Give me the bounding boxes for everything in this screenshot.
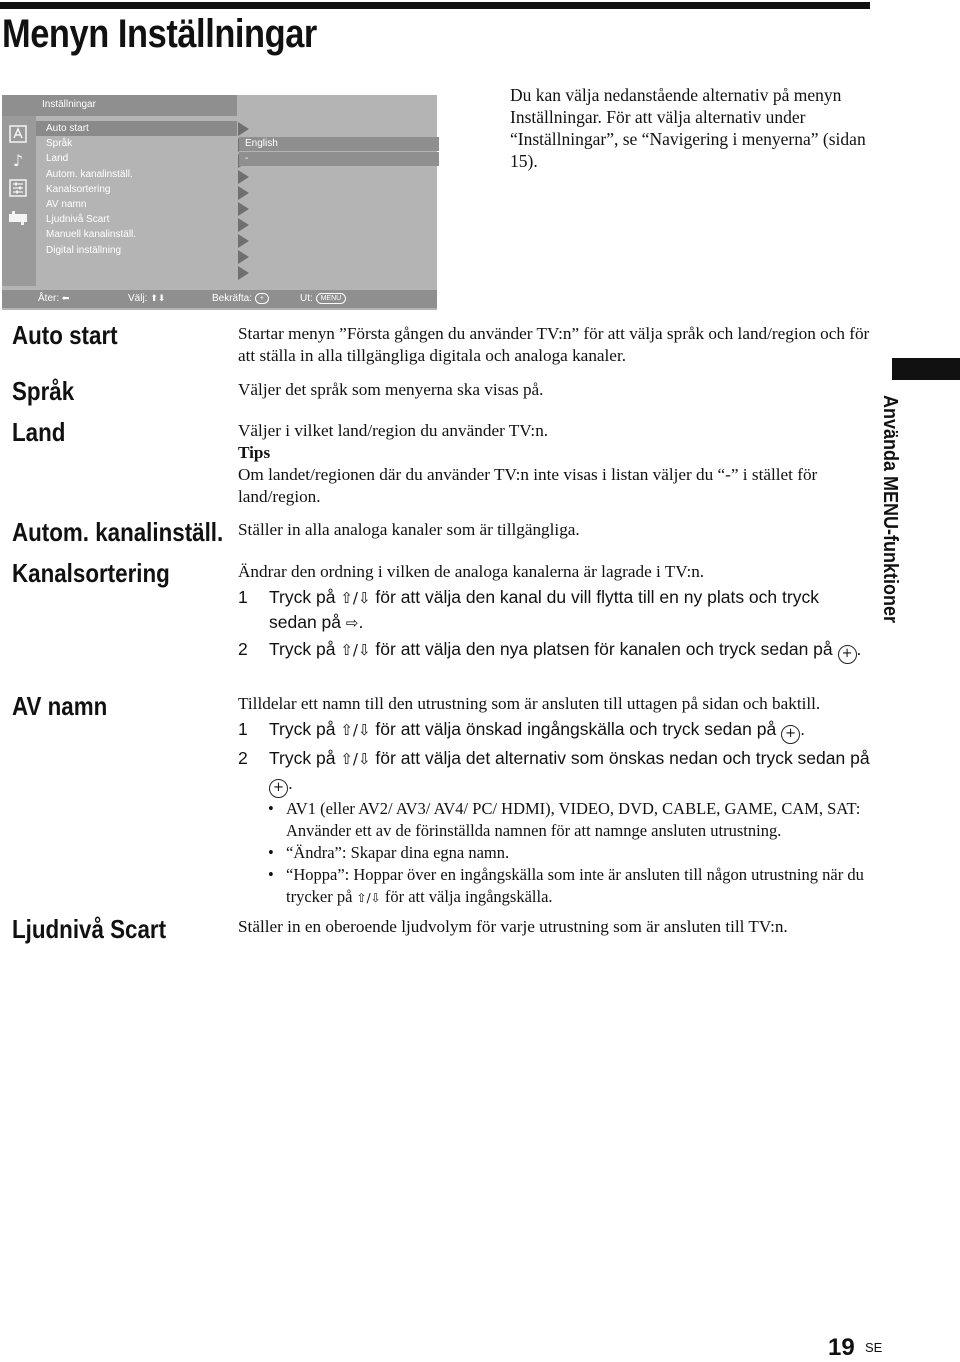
menu-item[interactable]: Auto start: [36, 121, 237, 136]
step-text: för att välja önskad ingångskälla och tryck sedan på: [375, 719, 777, 739]
equalizer-icon[interactable]: [8, 178, 28, 198]
menu-header-label: Inställningar: [42, 99, 96, 110]
confirm-circle-icon: +: [838, 645, 857, 664]
side-tab-marker: [892, 358, 960, 380]
desc-sprak-text: Väljer det språk som menyerna ska visas på.: [238, 380, 544, 399]
intro-text: Du kan välja nedanstående alternativ på menyn Inställningar. För att välja alternativ under “Inställningar”, se “Navigering i menyerna” (sidan 15).: [510, 85, 866, 171]
term-ljudniva-scart: Ljudnivå Scart: [12, 914, 167, 944]
desc-autom: [238, 519, 870, 541]
menu-item[interactable]: Land: [46, 153, 69, 165]
step-number: 1: [238, 719, 248, 739]
step-text: Tryck på: [269, 748, 336, 768]
menu-item[interactable]: Manuell kanalinställ.: [46, 229, 137, 241]
desc-autom-text: Ställer in alla analoga kanaler som är tillgängliga.: [238, 520, 580, 539]
desc-kanalsortering: [238, 561, 870, 664]
menu-item[interactable]: AV namn: [46, 198, 87, 210]
step-number: 2: [238, 748, 248, 768]
confirm-circle-icon: +: [781, 725, 800, 744]
up-down-outline-arrow-icon: ⇧/⇩: [340, 641, 371, 659]
confirm-button-icon: +: [255, 293, 269, 304]
av-bullet-3: [238, 864, 870, 909]
up-down-outline-arrow-icon: ⇧/⇩: [340, 750, 371, 768]
settings-menu-screen: [2, 95, 437, 310]
desc-av-namn-text: Tilldelar ett namn till den utrustning som är ansluten till uttagen på sidan och baktill.: [238, 694, 821, 713]
up-down-outline-arrow-icon: ⇧/⇩: [340, 589, 371, 607]
tips-heading: Tips: [238, 443, 271, 462]
step-text: Tryck på: [269, 639, 336, 659]
menu-item[interactable]: Språk: [46, 138, 73, 150]
menu-item[interactable]: Autom. kanalinställ.: [46, 168, 133, 180]
menu-key-label: MENU: [316, 293, 347, 304]
tips-text: Om landet/regionen där du använder TV:n inte visas i listan väljer du “-” i stället för land/region.: [238, 465, 818, 506]
desc-ljudniva-text: Ställer in en oberoende ljudvolym för varje utrustning som är ansluten till TV:n.: [238, 917, 788, 936]
desc-auto-start: [238, 323, 870, 367]
desc-av-namn: [238, 693, 870, 909]
arrow-right-icon[interactable]: [238, 202, 249, 216]
av-bullet-1: • AV1 (eller AV2/ AV3/ AV4/ PC/ HDMI), VIDEO, DVD, CABLE, GAME, CAM, SAT: Använder ett av de förinställda namnen för att namnge ansluten utrustning.: [238, 798, 870, 842]
term-av-namn: AV namn: [12, 691, 108, 721]
desc-ljudniva: [238, 916, 870, 938]
menu-item[interactable]: Ljudnivå Scart: [46, 214, 110, 226]
menu-item-list: [36, 121, 237, 258]
av-bullet-2: • “Ändra”: Skapar dina egna namn.: [238, 842, 870, 864]
kanal-step-2: 2 Tryck på ⇧/⇩ för att välja den nya platsen för kanalen och tryck sedan på + .: [238, 637, 870, 664]
music-note-icon[interactable]: ♪: [12, 150, 24, 170]
step-number: 1: [238, 587, 248, 607]
kanal-step-1: 1 Tryck på ⇧/⇩ för att välja den kanal du vill flytta till en ny plats och tryck sedan på ⇨.: [238, 587, 819, 632]
menu-item[interactable]: Digital inställning: [46, 244, 122, 256]
step-number: 2: [238, 639, 248, 659]
up-down-arrow-icon: ⬆⬇: [150, 294, 166, 304]
bullet-text: för att välja ingångskälla.: [384, 887, 553, 906]
back-arrow-icon: ⬅: [61, 294, 70, 304]
menu-value-country: -: [239, 152, 439, 166]
menu-value-language: English: [239, 137, 439, 151]
confirm-circle-icon: +: [269, 779, 288, 798]
section-side-label: Använda MENU-funktioner: [879, 395, 901, 624]
menu-icon-column: [2, 116, 36, 286]
right-outline-arrow-icon: ⇨: [345, 614, 359, 632]
menu-footer: [2, 290, 437, 308]
av-step-2: 2 Tryck på ⇧/⇩ för att välja det alternativ som önskas nedan och tryck sedan på + .: [238, 746, 870, 798]
up-down-outline-arrow-icon: ⇧/⇩: [356, 891, 381, 905]
page-language-suffix: SE: [865, 1340, 883, 1355]
footer-confirm-label: Bekräfta:: [212, 293, 253, 305]
arrow-right-icon[interactable]: [238, 170, 249, 184]
av-step-1: 1 Tryck på ⇧/⇩ för att välja önskad ingångskälla och tryck sedan på + .: [238, 717, 870, 744]
term-auto-start: Auto start: [12, 320, 118, 350]
footer-select-label: Välj:: [128, 293, 148, 304]
step-text: för att välja den nya platsen för kanalen och tryck sedan på: [375, 639, 833, 659]
arrow-right-icon[interactable]: [238, 266, 249, 280]
arrow-right-icon[interactable]: [238, 250, 249, 264]
arrow-right-icon[interactable]: [238, 234, 249, 248]
arrow-right-icon[interactable]: [238, 122, 249, 136]
menu-header: [2, 95, 237, 116]
arrow-right-icon[interactable]: [238, 186, 249, 200]
desc-kanalsortering-text: Ändrar den ordning i vilken de analoga kanalerna är lagrade i TV:n.: [238, 562, 705, 581]
desc-land-text: Väljer i vilket land/region du använder TV:n.: [238, 421, 549, 440]
step-text: Tryck på: [269, 587, 336, 607]
arrow-right-icon[interactable]: [238, 218, 249, 232]
footer-back-label: Åter:: [38, 293, 60, 304]
page-title: Menyn Inställningar: [2, 12, 317, 56]
step-text: för att välja den kanal du vill flytta till en ny plats och tryck sedan på: [269, 587, 819, 632]
menu-item[interactable]: Kanalsortering: [46, 183, 111, 195]
tv-picture-icon[interactable]: [8, 124, 28, 144]
settings-connector-icon[interactable]: [8, 208, 28, 228]
up-down-outline-arrow-icon: ⇧/⇩: [340, 721, 371, 739]
desc-land: [238, 420, 870, 508]
term-sprak: Språk: [12, 376, 75, 406]
term-autom-kanalinstall: Autom. kanalinställ.: [12, 517, 224, 547]
desc-auto-start-text: Startar menyn ”Första gången du använder TV:n” för att välja språk och land/region och för att ställa in alla tillgängliga digitala och analoga kanaler.: [238, 324, 870, 365]
top-rule: [0, 2, 870, 9]
desc-sprak: [238, 379, 870, 401]
step-text: Tryck på: [269, 719, 336, 739]
term-land: Land: [12, 417, 66, 447]
bullet-text: “Hoppa”: Hoppar över en ingångskälla som inte är ansluten till någon utrustning när du trycker på: [286, 865, 864, 906]
term-kanalsortering: Kanalsortering: [12, 558, 170, 588]
step-text: för att välja det alternativ som önskas nedan och tryck sedan på: [375, 748, 870, 768]
page-number: 19: [828, 1334, 855, 1361]
footer-exit-label: Ut:: [300, 293, 313, 305]
